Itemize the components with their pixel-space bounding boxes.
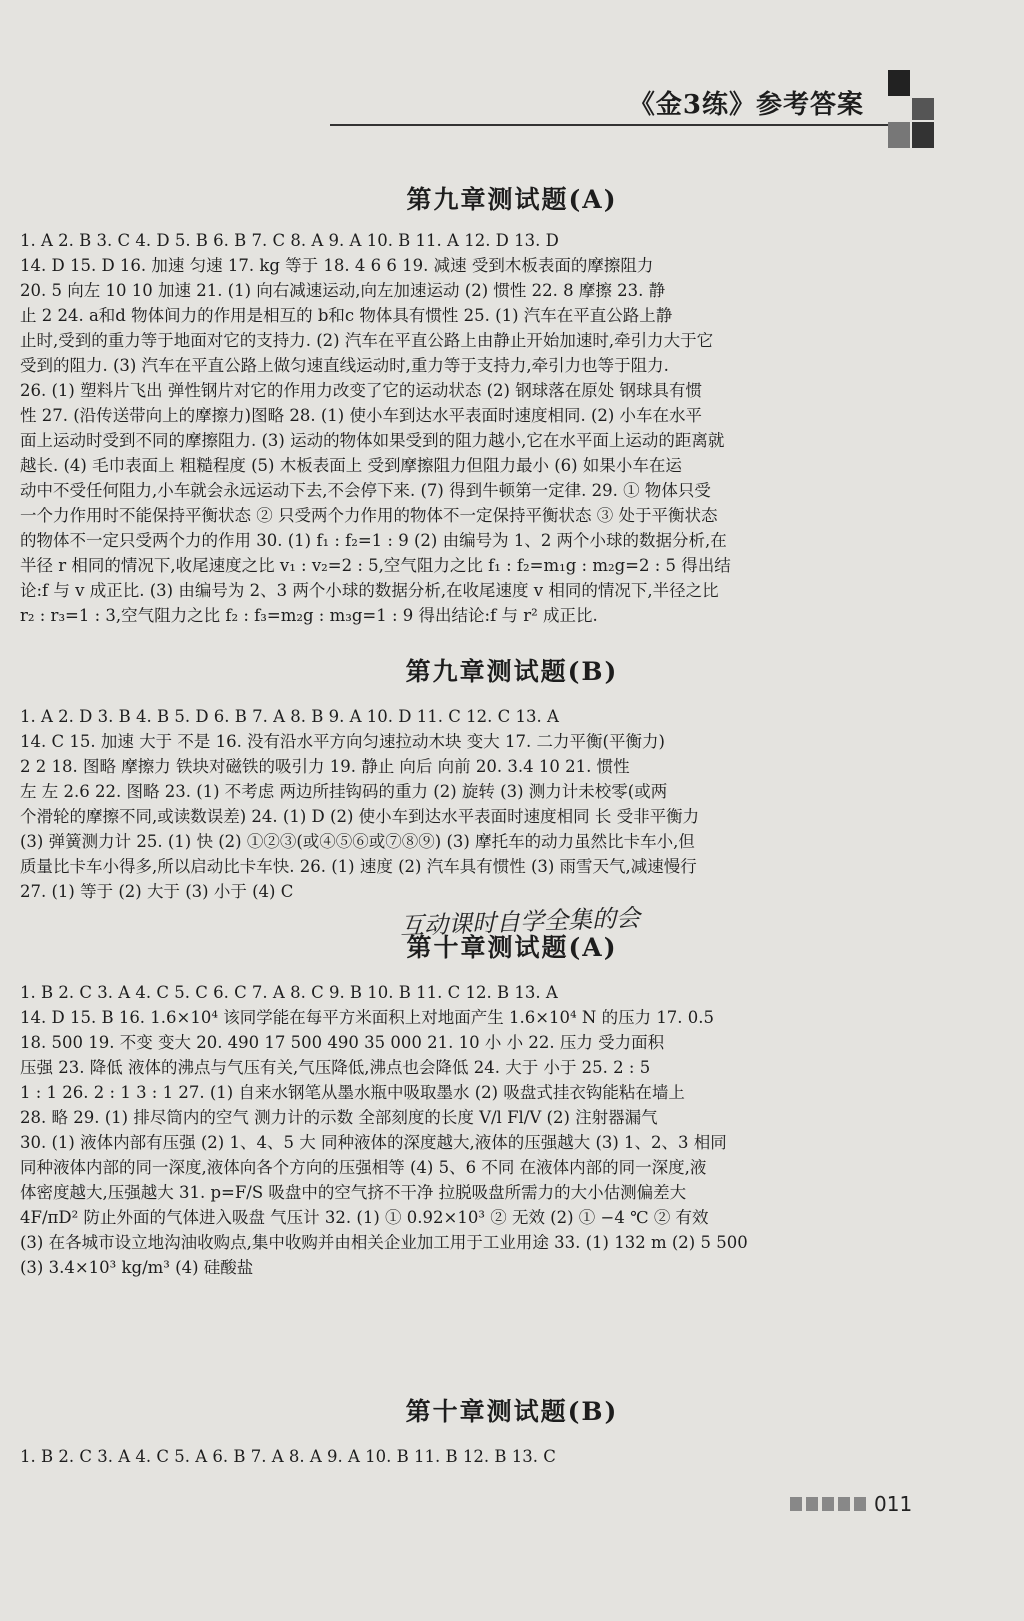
page-number-text: 011 <box>874 1492 913 1516</box>
answer-line: 一个力作用时不能保持平衡状态 ② 只受两个力作用的物体不一定保持平衡状态 ③ 处于平衡状态 <box>20 506 718 525</box>
answer-line: 14. C 15. 加速 大于 不是 16. 没有沿水平方向匀速拉动木块 变大 17. 二力平衡(平衡力) <box>20 732 665 751</box>
answer-line: 20. 5 向左 10 10 加速 21. (1) 向右减速运动,向左加速运动 (2) 惯性 22. 8 摩擦 23. 静 <box>20 281 666 300</box>
section-body-ch10a <box>20 980 900 1280</box>
answer-line: 面上运动时受到不同的摩擦阻力. (3) 运动的物体如果受到的阻力越小,它在水平面上运动的距离就 <box>20 431 725 450</box>
answer-line: (3) 3.4×10³ kg/m³ (4) 硅酸盐 <box>20 1258 254 1277</box>
answer-line: 的物体不一定只受两个力的作用 30. (1) f₁ : f₂=1 : 9 (2) 由编号为 1、2 两个小球的数据分析,在 <box>20 531 727 550</box>
page-number <box>790 1492 912 1516</box>
answer-line: 越长. (4) 毛巾表面上 粗糙程度 (5) 木板表面上 受到摩擦阻力但阻力最小 (6) 如果小车在运 <box>20 456 682 475</box>
answer-line: 4F/πD² 防止外面的气体进入吸盘 气压计 32. (1) ① 0.92×10³ ② 无效 (2) ① −4 ℃ ② 有效 <box>20 1208 709 1227</box>
answer-line: 质量比卡车小得多,所以启动比卡车快. 26. (1) 速度 (2) 汽车具有惯性 (3) 雨雪天气,减速慢行 <box>20 857 697 876</box>
answer-line: 2 2 18. 图略 摩擦力 铁块对磁铁的吸引力 19. 静止 向后 向前 20. 3.4 10 21. 惯性 <box>20 757 630 776</box>
section-body-ch9a <box>20 228 900 628</box>
answer-line: 14. D 15. D 16. 加速 匀速 17. kg 等于 18. 4 6 6 19. 减速 受到木板表面的摩擦阻力 <box>20 256 654 275</box>
section-title-ch9b: 第九章测试题(B) <box>405 657 619 686</box>
answer-line: 止 2 24. a和d 物体间力的作用是相互的 b和c 物体具有惯性 25. (1) 汽车在平直公路上静 <box>20 306 673 325</box>
answer-line: 1. B 2. C 3. A 4. C 5. A 6. B 7. A 8. A 9. A 10. B 11. B 12. B 13. C <box>20 1447 556 1466</box>
answer-line: 1 : 1 26. 2 : 1 3 : 1 27. (1) 自来水钢笔从墨水瓶中吸取墨水 (2) 吸盘式挂衣钩能粘在墙上 <box>20 1083 685 1102</box>
answer-line: 半径 r 相同的情况下,收尾速度之比 v₁ : v₂=2 : 5,空气阻力之比 f₁ : f₂=m₁g : m₂g=2 : 5 得出结 <box>20 556 731 575</box>
answer-line: 28. 略 29. (1) 排尽筒内的空气 测力计的示数 全部刻度的长度 V/l Fl/V (2) 注射器漏气 <box>20 1108 658 1127</box>
header-rule <box>330 124 905 126</box>
answer-line: 1. A 2. B 3. C 4. D 5. B 6. B 7. C 8. A 9. A 10. B 11. A 12. D 13. D <box>20 231 559 250</box>
answer-line: 止时,受到的重力等于地面对它的支持力. (2) 汽车在平直公路上由静止开始加速时,牵引力大于它 <box>20 331 714 350</box>
answer-line: (3) 弹簧测力计 25. (1) 快 (2) ①②③(或④⑤⑥或⑦⑧⑨) (3) 摩托车的动力虽然比卡车小,但 <box>20 832 695 851</box>
answer-line: 压强 23. 降低 液体的沸点与气压有关,气压降低,沸点也会降低 24. 大于 小于 25. 2 : 5 <box>20 1058 651 1077</box>
answer-line: 体密度越大,压强越大 31. p=F/S 吸盘中的空气挤不干净 拉脱吸盘所需力的大小估测偏差大 <box>20 1183 687 1202</box>
section-title-ch10b: 第十章测试题(B) <box>405 1397 619 1426</box>
answer-line: 27. (1) 等于 (2) 大于 (3) 小于 (4) C <box>20 882 294 901</box>
answer-line: r₂ : r₃=1 : 3,空气阻力之比 f₂ : f₃=m₂g : m₃g=1 : 9 得出结论:f 与 r² 成正比. <box>20 606 598 625</box>
section-body-ch9b <box>20 704 900 904</box>
handwritten-note: 互动课时自学全集的会 <box>399 903 641 941</box>
answer-line: 论:f 与 v 成正比. (3) 由编号为 2、3 两个小球的数据分析,在收尾速度 v 相同的情况下,半径之比 <box>20 581 719 600</box>
answer-line: 14. D 15. B 16. 1.6×10⁴ 该同学能在每平方米面积上对地面产生 1.6×10⁴ N 的压力 17. 0.5 <box>20 1008 715 1027</box>
answer-line: 同种液体内部的同一深度,液体向各个方向的压强相等 (4) 5、6 不同 在液体内部的同一深度,液 <box>20 1158 707 1177</box>
answer-line: 个滑轮的摩擦不同,或读数误差) 24. (1) D (2) 使小车到达水平表面时速度相同 长 受非平衡力 <box>20 807 700 826</box>
answer-line: 受到的阻力. (3) 汽车在平直公路上做匀速直线运动时,重力等于支持力,牵引力也等于阻力. <box>20 356 669 375</box>
answer-line: 左 左 2.6 22. 图略 23. (1) 不考虑 两边所挂钩码的重力 (2) 旋转 (3) 测力计未校零(或两 <box>20 782 668 801</box>
answer-line: 1. A 2. D 3. B 4. B 5. D 6. B 7. A 8. B 9. A 10. D 11. C 12. C 13. A <box>20 707 559 726</box>
answer-line: (3) 在各城市设立地沟油收购点,集中收购并由相关企业加工用于工业用途 33. (1) 132 m (2) 5 500 <box>20 1233 748 1252</box>
answer-line: 性 27. (沿传送带向上的摩擦力)图略 28. (1) 使小车到达水平表面时速度相同. (2) 小车在水平 <box>20 406 703 425</box>
section-body-ch10b <box>20 1444 900 1469</box>
answer-line: 26. (1) 塑料片飞出 弹性钢片对它的作用力改变了它的运动状态 (2) 钢球落在原处 钢球具有惯 <box>20 381 702 400</box>
page-header-title: 《金3练》参考答案 <box>628 90 864 120</box>
answer-line: 动中不受任何阻力,小车就会永远运动下去,不会停下来. (7) 得到牛顿第一定律. 29. ① 物体只受 <box>20 481 711 500</box>
answer-line: 1. B 2. C 3. A 4. C 5. C 6. C 7. A 8. C 9. B 10. B 11. C 12. B 13. A <box>20 983 558 1002</box>
answer-line: 18. 500 19. 不变 变大 20. 490 17 500 490 35 000 21. 10 小 小 22. 压力 受力面积 <box>20 1033 665 1052</box>
section-title-ch10a: 第十章测试题(A) <box>406 933 618 962</box>
corner-decoration <box>882 70 932 148</box>
section-title-ch9a: 第九章测试题(A) <box>406 185 618 214</box>
answer-line: 30. (1) 液体内部有压强 (2) 1、4、5 大 同种液体的深度越大,液体的压强越大 (3) 1、2、3 相同 <box>20 1133 727 1152</box>
